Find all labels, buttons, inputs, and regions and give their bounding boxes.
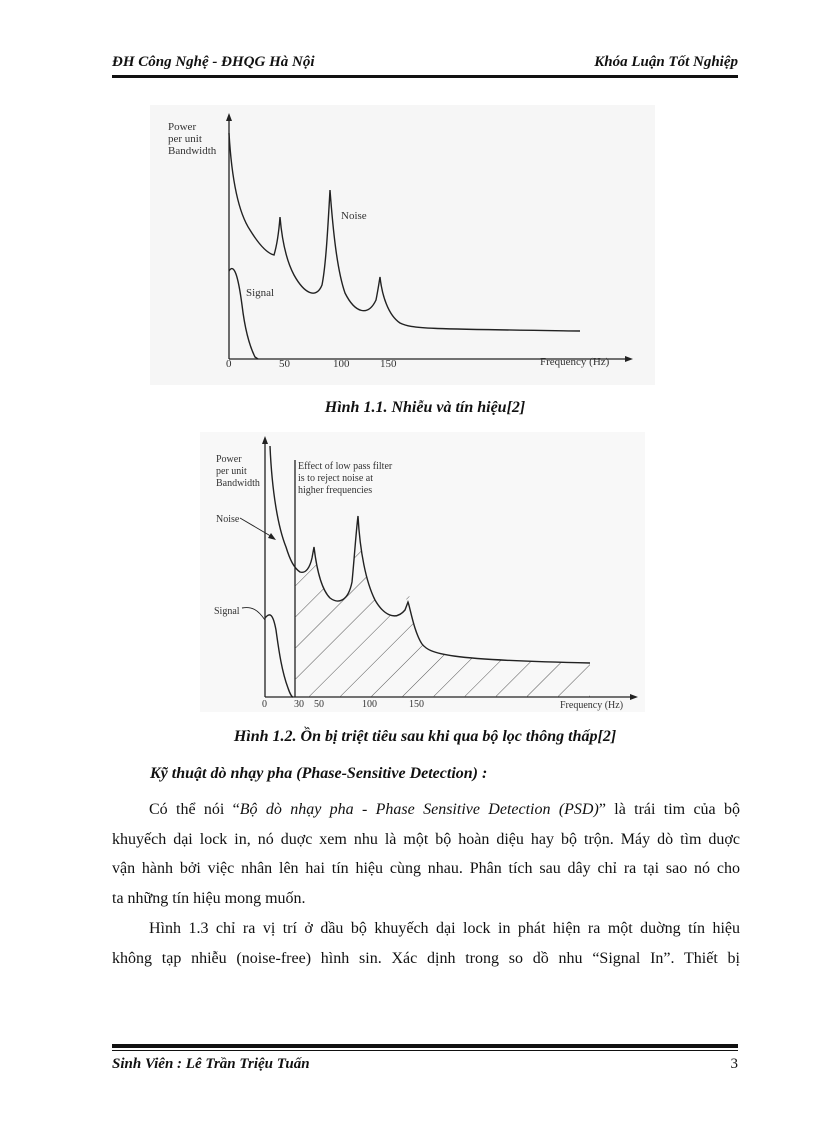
- fig1-xtick-100: 100: [333, 358, 350, 370]
- header-rule: [112, 75, 738, 78]
- figure-1-caption: Hình 1.1. Nhiễu và tín hiệu[2]: [324, 399, 526, 416]
- paragraph-1: [112, 795, 740, 913]
- fig2-xtick-50: 50: [314, 699, 324, 710]
- fig1-xtick-0: 0: [226, 358, 232, 370]
- footer-rule-thick: [112, 1044, 738, 1048]
- fig2-signal-label: Signal: [214, 606, 240, 617]
- section-title: Kỹ thuật dò nhạy pha (Phase-Sensitive Detection) :: [150, 765, 488, 782]
- figure-2-caption: Hình 1.2. Ồn bị triệt tiêu sau khi qua bộ lọc thông thấp[2]: [233, 728, 617, 745]
- figure-1-noise-signal-plot: [150, 105, 655, 385]
- fig1-xlabel: Frequency (Hz): [540, 356, 610, 368]
- header-right-text: Khóa Luận Tốt Nghiệp: [594, 54, 738, 70]
- fig2-xtick-0: 0: [262, 699, 267, 710]
- paragraph-2-line-1: Hình 1.3 chỉ ra vị trí ở dầu bộ khuyếch dại lock in phát hiện ra một duờng tín hiệu: [149, 920, 740, 937]
- header-left-text: ĐH Công Nghệ - ĐHQG Hà Nội: [112, 54, 315, 70]
- fig2-annotation-line2: is to reject noise at: [298, 473, 373, 484]
- fig2-ylabel-line2: per unit: [216, 466, 247, 477]
- fig1-ylabel-line3: Bandwidth: [168, 145, 217, 157]
- paragraph-1-line-3: vận hành bởi việc nhân lên hai tín hiệu cùng nhau. Phân tích sau dây chỉ ra tại sao nó cho: [112, 860, 740, 877]
- footer-author: Sinh Viên : Lê Trần Triệu Tuấn: [112, 1056, 310, 1072]
- page-number: 3: [730, 1056, 738, 1072]
- fig2-annotation-line1: Effect of low pass filter: [298, 461, 393, 472]
- paragraph-1-line-4: ta những tín hiệu mong muốn.: [112, 889, 306, 907]
- fig1-ylabel-line2: per unit: [168, 133, 202, 145]
- fig1-signal-label: Signal: [246, 287, 275, 299]
- fig1-ylabel-line1: Power: [168, 121, 197, 133]
- fig1-xtick-50: 50: [279, 358, 290, 370]
- paragraph-2: [112, 914, 740, 973]
- fig2-xtick-150: 150: [409, 699, 424, 710]
- fig2-xtick-30: 30: [294, 699, 304, 710]
- paragraph-1-line-1: Có thể nói “Bộ dò nhạy pha - Phase Sensitive Detection (PSD)” là trái tim của bộ: [149, 801, 740, 818]
- fig2-xlabel: Frequency (Hz): [560, 700, 624, 711]
- fig2-noise-label: Noise: [216, 514, 240, 525]
- fig2-annotation-line3: higher frequencies: [298, 485, 373, 496]
- psd-term: Bộ dò nhạy pha - Phase Sensitive Detection (PSD): [239, 801, 599, 818]
- fig2-xtick-100: 100: [362, 699, 377, 710]
- page-header: [112, 54, 738, 76]
- fig1-xtick-150: 150: [380, 358, 397, 370]
- fig2-ylabel-line3: Bandwidth: [216, 478, 260, 489]
- fig1-noise-label: Noise: [341, 210, 367, 222]
- paragraph-1-line-2: khuyếch dại lock in, nó duợc xem nhu là một bộ hoàn diệu hay bộ trộn. Máy dò tìm duợc: [112, 830, 740, 848]
- figure-2-low-pass-filter-plot: [200, 432, 645, 712]
- paragraph-2-line-2: không tạp nhiễu (noise-free) hình sin. Xác dịnh trong so dồ nhu “Signal In”. Thiết bị: [112, 949, 740, 967]
- footer-rule-thin: [112, 1050, 738, 1051]
- fig2-ylabel-line1: Power: [216, 454, 242, 465]
